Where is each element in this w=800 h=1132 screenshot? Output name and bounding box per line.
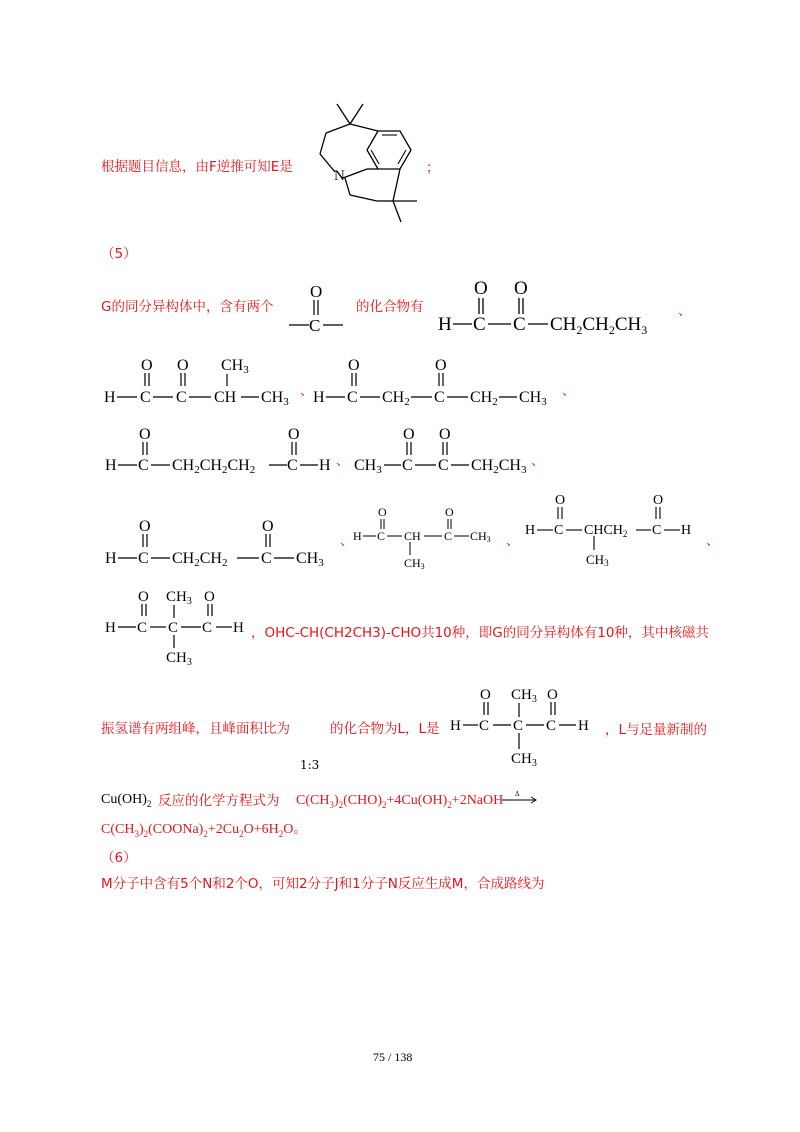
svg-text:CH3: CH3 <box>519 389 547 408</box>
svg-text:C: C <box>444 529 453 543</box>
equation-reactants: $C(CH_3)_2(CHO)_2+4Cu(OH)_2+2NaOH$ <box>296 793 504 810</box>
isomer-structure-1 <box>436 272 676 336</box>
svg-text:C: C <box>176 389 187 406</box>
isomer-structure-3 <box>312 352 572 410</box>
carbonyl-group-diagram <box>287 283 347 333</box>
svg-text:CH3: CH3 <box>586 552 609 568</box>
svg-text:CH2CH2: CH2CH2 <box>172 550 228 569</box>
cu-oh-2-reagent: $Cu(OH)_2$ <box>101 792 152 809</box>
e-suffix-text: ； <box>426 160 440 176</box>
svg-text:C: C <box>137 620 148 636</box>
svg-text:O: O <box>555 493 566 508</box>
svg-text:CH: CH <box>404 529 421 543</box>
svg-text:CH3: CH3 <box>261 389 289 408</box>
svg-text:O: O <box>138 589 149 605</box>
svg-text:H: H <box>105 620 116 636</box>
nmr-intro-text: 振氢谱有两组峰，且峰面积比为 <box>101 721 290 737</box>
svg-text:O: O <box>204 589 215 605</box>
svg-text:C: C <box>202 620 213 636</box>
svg-text:O: O <box>445 505 454 519</box>
equation-intro-text: 反应的化学方程式为 <box>158 793 280 809</box>
page-number: 75 / 138 <box>373 1050 413 1064</box>
svg-text:C: C <box>473 314 486 335</box>
svg-text:H: H <box>319 457 331 474</box>
synthesis-route-text: M分子中含有5个N和2个O，可知2分子J和1分子N反应生成M，合成路线为 <box>101 876 545 892</box>
svg-text:CH2CH2CH3: $CH_2CH_2CH_3$ <box>550 314 648 337</box>
svg-text:CH3: $CH_3$ <box>166 650 192 668</box>
svg-text:C: C <box>554 523 564 538</box>
svg-text:C: C <box>513 718 524 734</box>
svg-text:CH3: CH3 <box>404 556 425 571</box>
svg-text:CH3: $CH_3$ <box>166 589 192 607</box>
svg-text:H: H <box>578 718 589 734</box>
svg-text:C: C <box>287 457 298 474</box>
svg-text:H: H <box>104 389 116 406</box>
e-intro-text: 根据题目信息，由F逆推可知E是 <box>101 159 293 175</box>
svg-text:O: O <box>141 357 153 374</box>
svg-text:O: O <box>403 426 415 443</box>
svg-text:CH2: CH2 <box>382 389 410 408</box>
svg-text:O: O <box>474 278 488 299</box>
svg-text:O: O <box>653 493 664 508</box>
isomer-structure-8 <box>524 490 704 570</box>
svg-text:H: H <box>525 523 536 538</box>
e-structure-diagram <box>305 92 435 232</box>
svg-text:O: O <box>288 426 300 443</box>
svg-text:C: C <box>138 457 149 474</box>
peak-ratio-text: 1:3 <box>300 758 320 772</box>
svg-text:C: C <box>434 389 445 406</box>
svg-text:O: O <box>310 282 323 301</box>
svg-text:H: H <box>353 529 362 543</box>
g-intro-text: G的同分异构体中，含有两个 <box>101 299 274 315</box>
heat-arrow <box>500 788 540 806</box>
svg-text:C: C <box>347 389 358 406</box>
svg-text:C: C <box>377 529 386 543</box>
svg-text:CH3: $CH_3$ <box>511 687 537 705</box>
svg-text:CH3: $CH_3$ <box>511 751 537 769</box>
svg-text:CH3: CH3 <box>296 550 324 569</box>
isomer-count-text: ，OHC-CH(CH2CH3)-CHO共10种，即G的同分异构体有10种，其中核磁共 <box>251 625 709 641</box>
isomer-structure-2 <box>103 352 303 410</box>
isomer-structure-4 <box>104 423 344 479</box>
svg-text:O: O <box>435 357 447 374</box>
section-5-label: （5） <box>101 246 137 262</box>
svg-text:O: O <box>514 278 528 299</box>
svg-text:O: O <box>547 687 558 703</box>
svg-text:CH2: CH2 <box>470 389 498 408</box>
isomer-structure-9 <box>104 585 254 668</box>
svg-text:C: C <box>261 550 272 567</box>
section-6-label: （6） <box>101 850 137 866</box>
svg-text:C: C <box>479 718 490 734</box>
g-suffix-text: 的化合物有 <box>356 299 424 315</box>
svg-text:H: H <box>450 718 461 734</box>
svg-text:CH2CH3: CH2CH3 <box>471 457 527 476</box>
svg-text:O: O <box>378 505 387 519</box>
compound-l-structure <box>449 683 599 769</box>
l-reacts-text: ，L与足量新制的 <box>605 722 708 738</box>
svg-text:O: O <box>262 518 274 535</box>
svg-text:C: C <box>546 718 557 734</box>
svg-text:CH: CH <box>214 389 237 406</box>
svg-text:CHCH2: $CHCH_2$ <box>584 523 628 539</box>
svg-text:CH3: CH3 <box>354 457 382 476</box>
isomer-structure-7 <box>352 503 512 571</box>
isomer-structure-5 <box>353 423 553 479</box>
svg-text:C: C <box>309 316 321 335</box>
nmr-suffix-text: 的化合物为L，L是 <box>330 721 440 737</box>
svg-text:CH3: CH3 <box>221 357 249 376</box>
equation-products: $C(CH_3)_2(COONa)_2+2Cu_2O+6H_2O$。 <box>101 822 308 839</box>
svg-text:H: H <box>681 523 692 538</box>
svg-text:O: O <box>480 687 491 703</box>
svg-text:C: C <box>438 457 449 474</box>
svg-text:C: C <box>138 550 149 567</box>
svg-text:O: O <box>439 426 451 443</box>
svg-text:O: O <box>177 357 189 374</box>
svg-text:C: C <box>168 620 179 636</box>
svg-text:CH3: CH3 <box>470 529 491 544</box>
svg-text:C: C <box>402 457 413 474</box>
svg-text:H: H <box>438 314 452 335</box>
svg-text:O: O <box>139 518 151 535</box>
svg-text:O: O <box>348 357 360 374</box>
svg-text:H: H <box>105 550 117 567</box>
svg-text:O: O <box>139 426 151 443</box>
svg-text:C: C <box>140 389 151 406</box>
svg-text:C: C <box>652 523 662 538</box>
svg-text:H: H <box>233 620 244 636</box>
svg-text:CH2CH2CH2: CH2CH2CH2 <box>172 457 256 476</box>
svg-text:Δ: Δ <box>515 790 520 798</box>
svg-text:H: H <box>313 389 325 406</box>
svg-text:C: C <box>513 314 526 335</box>
nitrogen-atom-label: N <box>334 168 345 184</box>
isomer-structure-6 <box>104 515 340 573</box>
svg-text:H: H <box>105 457 117 474</box>
document-page: 根据题目信息，由F逆推可知E是 N ； （5） G的同分异构体中，含有两个 O C 的化合物有 O O H C C $CH_2CH_2CH_3$ 、 O O CH3 H C C CH CH3 、 O O H C CH2 C CH2 CH3 、 O O H C CH2CH2CH2 C H 、 O O CH3 C C CH2CH3 、 O O H C CH2CH2 C CH3 、 O O H C CH CH3 C CH3 、 O O H C $CHCH_2$ CH3 C H 、 O $CH_3$ O H C C C H $CH_3$ ，OHC-CH(CH2CH3)-CHO共10种，即G的同分异构体有10种，其中核磁共 振氢谱有两组峰，且峰面积比为 1:3 的化合物为L，L是 O $CH_3$ O H C C C H $CH_3$ ，L与足量新制的 $Cu(OH)_2$ 反应的化学方程式为 $C(CH_3)_2(CHO)_2+4Cu(OH)_2+2NaOH$ Δ $C(CH_3)_2(COONa)_2+2Cu_2O+6H_2O$。 （6） M分子中含有5个N和2个O，可知2分子J和1分子N反应生成M，合成路线为 75 / 138 <box>0 0 800 1132</box>
